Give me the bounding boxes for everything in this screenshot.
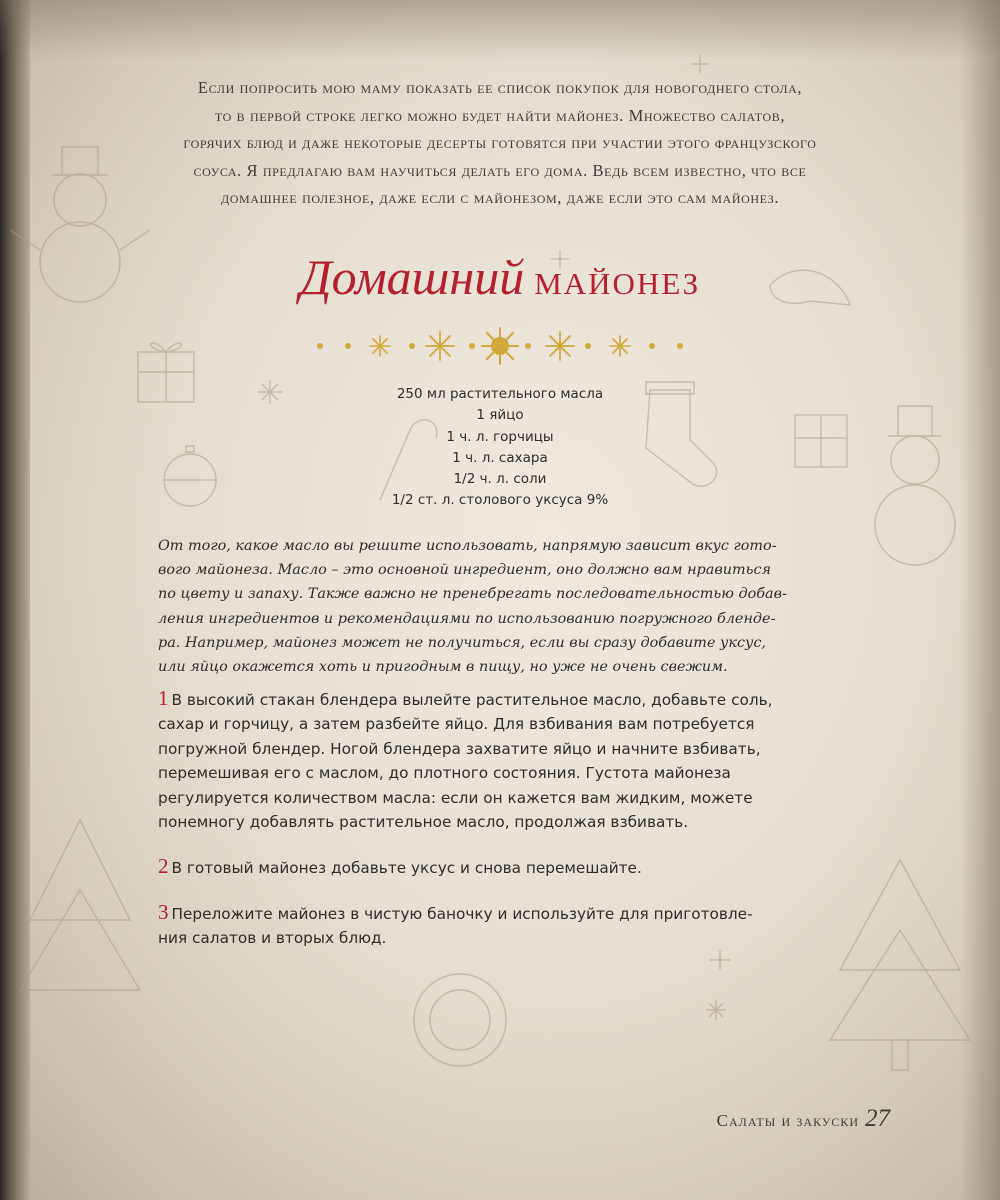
ingredient-item: 1 ч. л. сахара [452,449,548,466]
ingredient-item: 1/2 ч. л. соли [453,471,547,488]
wreath-icon [414,974,506,1066]
step-line: ния салатов и вторых блюд. [158,929,387,948]
step-number: 1 [158,686,169,710]
recipe-step-2 [158,854,848,880]
sun-star-icon [482,328,518,364]
recipe-title-part1: Домашний [299,249,525,305]
snowman-icon [10,147,150,302]
ingredients-list [300,384,700,512]
section-name: Салаты и закуски [716,1111,859,1130]
snowman-icon-right [875,406,955,565]
ingredient-item: 1/2 ст. л. столового уксуса 9% [391,492,609,509]
recipe-note [158,534,828,679]
ornament-icon [164,446,216,506]
step-number: 3 [158,900,169,924]
page-edge-shadow-right [960,0,1000,1200]
snowflake-icon [370,336,390,356]
step-line: Переложите майонез в чистую баночку и используйте для приготовле- [171,905,753,923]
step-line: сахар и горчицу, а затем разбейте яйцо. Для взбивания вам потребуется [158,715,755,734]
recipe-title [150,248,850,306]
page-edge-shadow-top [0,0,1000,60]
note-line: От того, какое масло вы решите использовать, напрямую зависит вкус гото- [158,538,777,554]
christmas-tree-icon [830,860,970,1070]
intro-line: то в первой строке легко можно будет найти майонез. Множество салатов, [214,105,786,125]
recipe-step-1 [158,686,848,834]
page-footer [640,1105,890,1133]
step-line: регулируется количеством масла: если он кажется вам жидким, можете [158,788,753,807]
snowflake-icon [426,332,454,360]
note-line: или яйцо окажется хоть и пригодным в пищу, но уже не очень свежим. [158,659,728,676]
intro-line: горячих блюд и даже некоторые десерты готовятся при участии этого французского [183,133,817,152]
note-line: ра. Например, майонез может не получиться, если вы сразу добавите уксус, [158,634,767,651]
snowflake-icon [610,336,630,356]
christmas-tree-icon-left [20,820,140,990]
ingredient-item: 250 мл растительного масла [396,386,604,402]
intro-paragraph [130,74,870,212]
note-line: вого майонеза. Масло – это основной ингредиент, оно должно вам нравиться [158,562,772,579]
step-number: 2 [158,854,169,878]
step-line: В высокий стакан блендера вылейте растительное масло, добавьте соль, [171,691,773,709]
intro-line: домашнее полезное, даже если с майонезом, даже если это сам майонез. [220,188,780,207]
recipe-title-part2: майонез [534,255,701,304]
intro-line: соуса. Я предлагаю вам научиться делать его дома. Ведь всем известно, что все [193,160,807,180]
note-line: ления ингредиентов и рекомендациями по использованию погружного бленде- [158,610,776,627]
ingredient-item: 1 яйцо [476,407,524,424]
step-line: В готовый майонез добавьте уксус и снова перемешайте. [171,859,642,877]
recipe-step-3 [158,900,848,951]
note-line: по цвету и запаху. Также важно не пренебрегать последовательностью добав- [158,586,787,603]
gift-icon [138,343,194,402]
snowflake-icon [546,332,574,360]
gift-icon-right [795,415,847,467]
book-spine-shadow [0,0,30,1200]
page-number: 27 [865,1105,890,1132]
snowflake-divider [300,326,700,366]
step-line: понемногу добавлять растительное масло, продолжая взбивать. [158,813,689,832]
step-line: погружной блендер. Ногой блендера захватите яйцо и начните взбивать, [158,739,761,758]
step-line: перемешивая его с маслом, до плотного состояния. Густота майонеза [158,764,731,783]
intro-line: Если попросить мою маму показать ее список покупок для новогоднего стола, [197,78,803,97]
ingredient-item: 1 ч. л. горчицы [446,428,554,445]
